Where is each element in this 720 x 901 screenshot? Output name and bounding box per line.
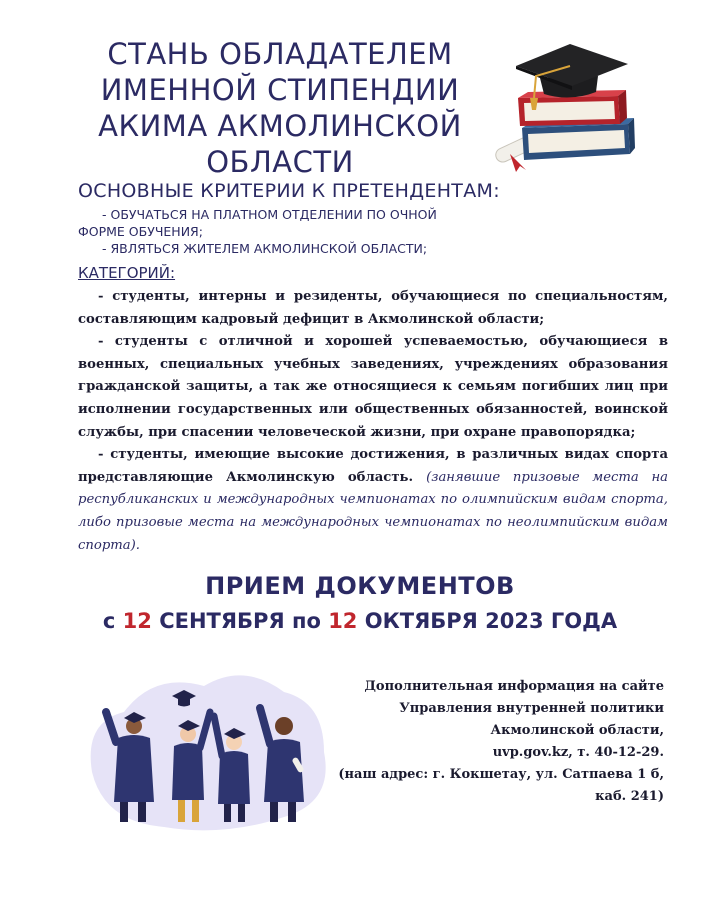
category-item-2: - студенты с отличной и хорошей успеваемостью, обучающиеся в военных, специальных учебных заведениях, учреждениях образования гражданской защиты, а так же относящиеся к семьям погибших лиц при исполнении государственных или общественных обязанностей, воинской службы, при спасении человеческой жизни, при охране правопорядка; <box>78 334 668 440</box>
intake-from-month: СЕНТЯБРЯ <box>159 609 285 633</box>
info-line-3: Акмолинской области, <box>490 723 664 738</box>
intake-to-rest: ОКТЯБРЯ 2023 ГОДА <box>364 609 618 633</box>
criteria-item-1-line-2: ФОРМЕ ОБУЧЕНИЯ; <box>78 224 203 239</box>
criteria-item-2: - ЯВЛЯТЬСЯ ЖИТЕЛЕМ АКМОЛИНСКОЙ ОБЛАСТИ; <box>102 241 428 256</box>
intake-title: ПРИЕМ ДОКУМЕНТОВ <box>205 572 515 600</box>
info-line-1: Дополнительная информация на сайте <box>364 679 664 694</box>
title-line-4: ОБЛАСТИ <box>206 145 354 179</box>
document-intake-block <box>0 570 720 638</box>
info-line-4-website-phone: uvp.gov.kz, т. 40-12-29. <box>492 745 664 760</box>
intake-from-day: 12 <box>122 609 152 633</box>
intake-to-word: по <box>291 609 321 633</box>
title-line-1: СТАНЬ ОБЛАДАТЕЛЕМ <box>107 37 453 71</box>
page-title <box>60 36 500 180</box>
category-item-3-text: - студенты, имеющие высокие достижения, в различных видах спорта представляющие Акмолинскую область. <box>78 447 668 485</box>
criteria-heading: ОСНОВНЫЕ КРИТЕРИИ К ПРЕТЕНДЕНТАМ: <box>78 180 500 202</box>
intake-from-word: с <box>102 609 116 633</box>
title-line-3: АКИМА АКМОЛИНСКОЙ <box>98 109 462 143</box>
criteria-item-1-line-1: - ОБУЧАТЬСЯ НА ПЛАТНОМ ОТДЕЛЕНИИ ПО ОЧНОЙ <box>102 207 437 222</box>
criteria-list <box>78 206 598 257</box>
categories-heading: КАТЕГОРИЙ: <box>78 264 176 282</box>
info-line-2: Управления внутренней политики <box>399 701 664 716</box>
category-item-3-note: (занявшие призовые места на республиканских и международных чемпионатах по олимпийским видам спорта, либо призовые места на международных чемпионатах по неолимпийским видам спорта). <box>78 469 669 553</box>
graduates-illustration <box>84 652 334 837</box>
contact-info <box>334 676 664 808</box>
info-line-6-office: каб. 241) <box>595 789 664 804</box>
title-line-2: ИМЕННОЙ СТИПЕНДИИ <box>100 73 460 107</box>
intake-to-day: 12 <box>328 609 358 633</box>
category-item-1: - студенты, интерны и резиденты, обучающиеся по специальностям, составляющим кадровый дефицит в Акмолинской области; <box>78 289 668 327</box>
categories-list <box>78 286 668 557</box>
category-item-3 <box>78 444 668 557</box>
graduation-books-illustration <box>488 36 638 186</box>
intake-dates <box>0 604 720 638</box>
info-line-5-address: (наш адрес: г. Кокшетау, ул. Сатпаева 1 б, <box>338 767 664 782</box>
